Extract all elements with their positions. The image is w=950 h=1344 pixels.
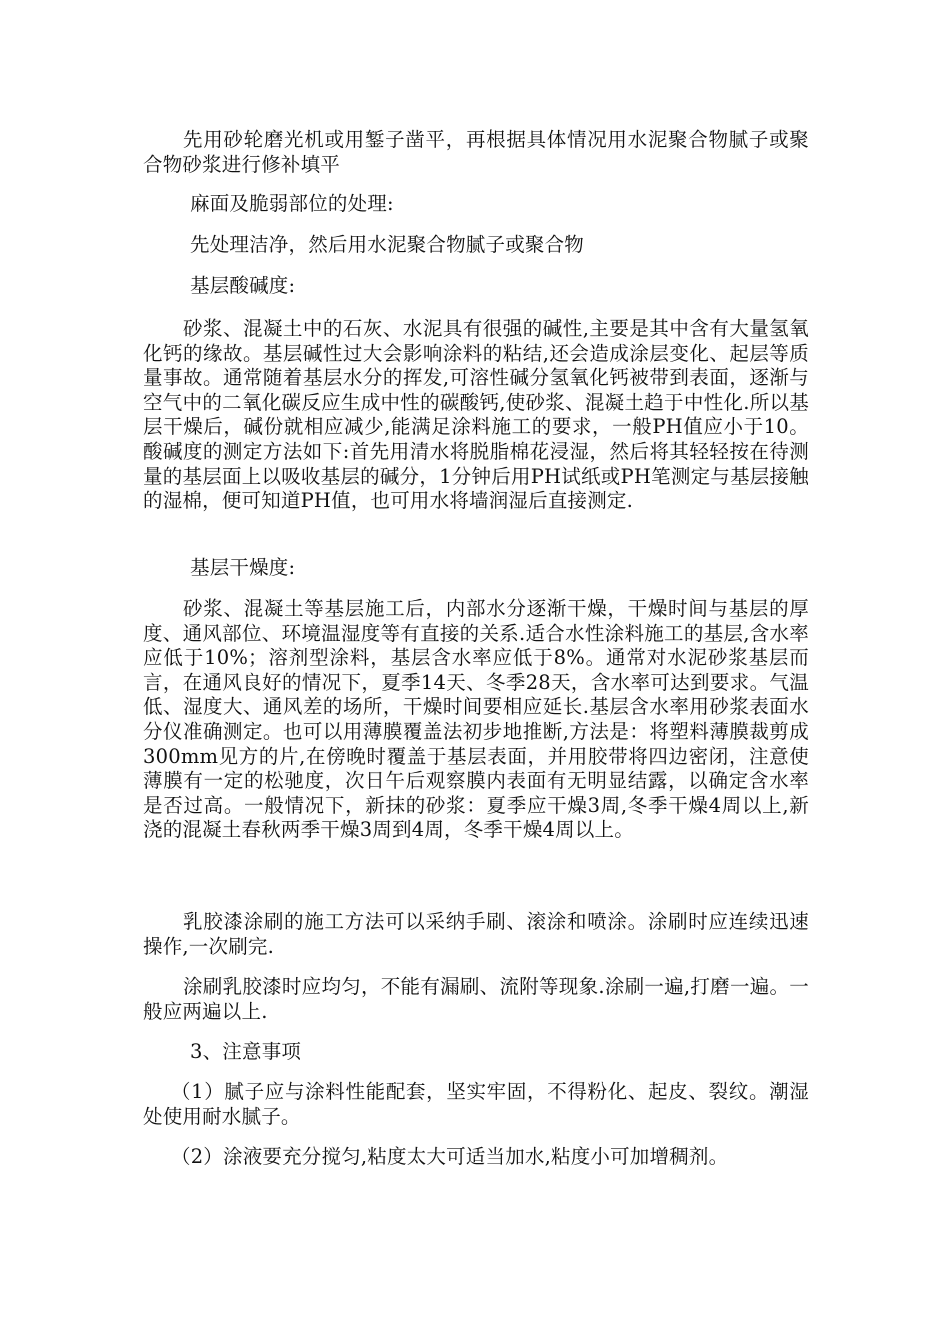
note-item-1: （1）腻子应与涂料性能配套，坚实牢固，不得粉化、起皮、裂纹。潮湿处使用耐水腻子。 [143,1080,809,1128]
heading-rough-surface: 麻面及脆弱部位的处理: [190,192,394,215]
heading-substrate-alkalinity: 基层酸碱度: [190,274,296,297]
paragraph-dryness-detail: 砂浆、混凝土等基层施工后，内部水分逐渐干燥，干燥时间与基层的厚度、通风部位、环境温湿度等有直接的关系.适合水性涂料施工的基层,含水率应低于10%；溶剂型涂料，基层含水率应低于8%。通常对水泥砂浆基层而言，在通风良好的情况下，夏季14天、冬季28天，含水率可达到要求。气温低、湿度大、通风差的场所，干燥时间要相应延长.基层含水率用砂浆表面水分仪准确测定。也可以用薄膜覆盖法初步地推断,方法是：将塑料薄膜裁剪成300mm见方的片,在傍晚时覆盖于基层表面，并用胶带将四边密闭，注意使薄膜有一定的松驰度，次日午后观察膜内表面有无明显结露，以确定含水率是否过高。一般情况下，新抹的砂浆：夏季应干燥3周,冬季干燥4周以上,新浇的混凝土春秋两季干燥3周到4周，冬季干燥4周以上。 [143,597,809,842]
paragraph-application-method: 乳胶漆涂刷的施工方法可以采纳手刷、滚涂和喷涂。涂刷时应连续迅速操作,一次刷完. [143,910,809,958]
paragraph-alkalinity-detail: 砂浆、混凝土中的石灰、水泥具有很强的碱性,主要是其中含有大量氢氧化钙的缘故。基层碱性过大会影响涂料的粘结,还会造成涂层变化、起层等质量事故。通常随着基层水分的挥发,可溶性碱分氢氧化钙被带到表面，逐渐与空气中的二氧化碳反应生成中性的碳酸钙,使砂浆、混凝土趋于中性化.所以基层干燥后，碱份就相应减少,能满足涂料施工的要求，一般PH值应小于10。酸碱度的测定方法如下:首先用清水将脱脂棉花浸湿，然后将其轻轻按在待测量的基层面上以吸收基层的碱分，1分钟后用PH试纸或PH笔测定与基层接触的湿棉，便可知道PH值，也可用水将墙润湿后直接测定. [143,317,809,513]
note-item-2: （2）涂液要充分搅匀,粘度太大可适当加水,粘度小可加增稠剂。 [171,1145,729,1168]
paragraph-even-coating: 涂刷乳胶漆时应均匀，不能有漏刷、流附等现象.涂刷一遍,打磨一遍。一般应两遍以上. [143,975,809,1023]
paragraph-repair-filling: 先用砂轮磨光机或用錾子凿平，再根据具体情况用水泥聚合物腻子或聚合物砂浆进行修补填平 [143,128,809,176]
paragraph-clean-first: 先处理洁净，然后用水泥聚合物腻子或聚合物 [190,233,585,256]
heading-precautions: 3、注意事项 [190,1040,302,1063]
heading-substrate-dryness: 基层干燥度: [190,556,296,579]
